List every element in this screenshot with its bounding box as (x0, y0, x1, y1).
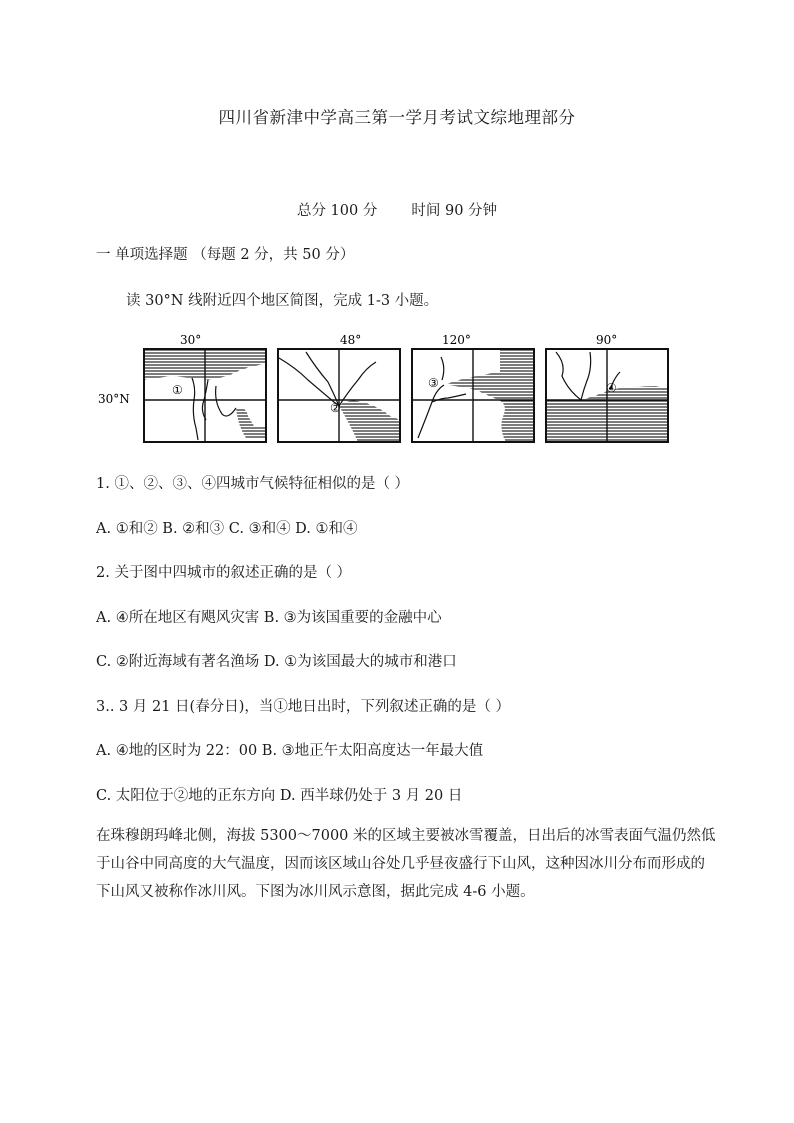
map-lon-label-2: 48° (340, 333, 362, 347)
intro-text: 读 30°N 线附近四个地区简图，完成 1-3 小题。 (126, 293, 439, 309)
map-lon-label-4: 90° (596, 333, 618, 347)
map-panel-2 (278, 333, 400, 442)
city-marker-4: ④ (606, 381, 617, 395)
question-3-options-cd: C. 太阳位于②地的正东方向 D. 西半球仍处于 3 月 20 日 (96, 788, 463, 804)
map-figure-svg (96, 328, 676, 446)
question-3-options-ab: A. ④地的区时为 22：00 B. ③地正午太阳高度达一年最大值 (96, 743, 484, 759)
passage-text: 在珠穆朗玛峰北侧，海拔 5300～7000 米的区域主要被冰雪覆盖，日出后的冰雪表面气温仍然低于山谷中同高度的大气温度，因而该区域山谷处几乎昼夜盛行下山风，这种因冰川分布而形成的下山风又被称作冰川风。下图为冰川风示意图，据此完成 4-6 小题。 (96, 828, 716, 900)
lat-label: 30°N (98, 392, 130, 406)
map-lon-label-3: 120° (442, 333, 471, 347)
city-marker-2: ② (330, 401, 341, 415)
map-panel-1 (144, 333, 266, 442)
question-2-options-ab: A. ④所在地区有飓风灾害 B. ③为该国重要的金融中心 (96, 610, 442, 626)
exam-meta (0, 199, 794, 220)
page-title: 四川省新津中学高三第一学月考试文综地理部分 (218, 108, 576, 127)
total-score: 总分 100 分 (296, 203, 378, 219)
map-figure (96, 328, 676, 446)
map-panel-4 (546, 333, 668, 442)
section-heading: 一 单项选择题 （每题 2 分，共 50 分） (96, 247, 355, 263)
question-1-stem: 1. ①、②、③、④四城市气候特征相似的是（ ） (96, 476, 410, 492)
map-panel-3 (412, 333, 534, 442)
city-marker-3: ③ (428, 376, 439, 390)
question-2-stem: 2. 关于图中四城市的叙述正确的是（ ） (96, 565, 352, 581)
city-marker-1: ① (172, 383, 183, 397)
map-lon-label-1: 30° (180, 333, 202, 347)
question-1-options: A. ①和② B. ②和③ C. ③和④ D. ①和④ (96, 521, 358, 537)
question-3-stem: 3.. 3 月 21 日(春分日)，当①地日出时，下列叙述正确的是（ ） (96, 699, 510, 715)
question-2-options-cd: C. ②附近海域有著名渔场 D. ①为该国最大的城市和港口 (96, 654, 457, 670)
time-limit: 时间 90 分钟 (411, 203, 498, 219)
